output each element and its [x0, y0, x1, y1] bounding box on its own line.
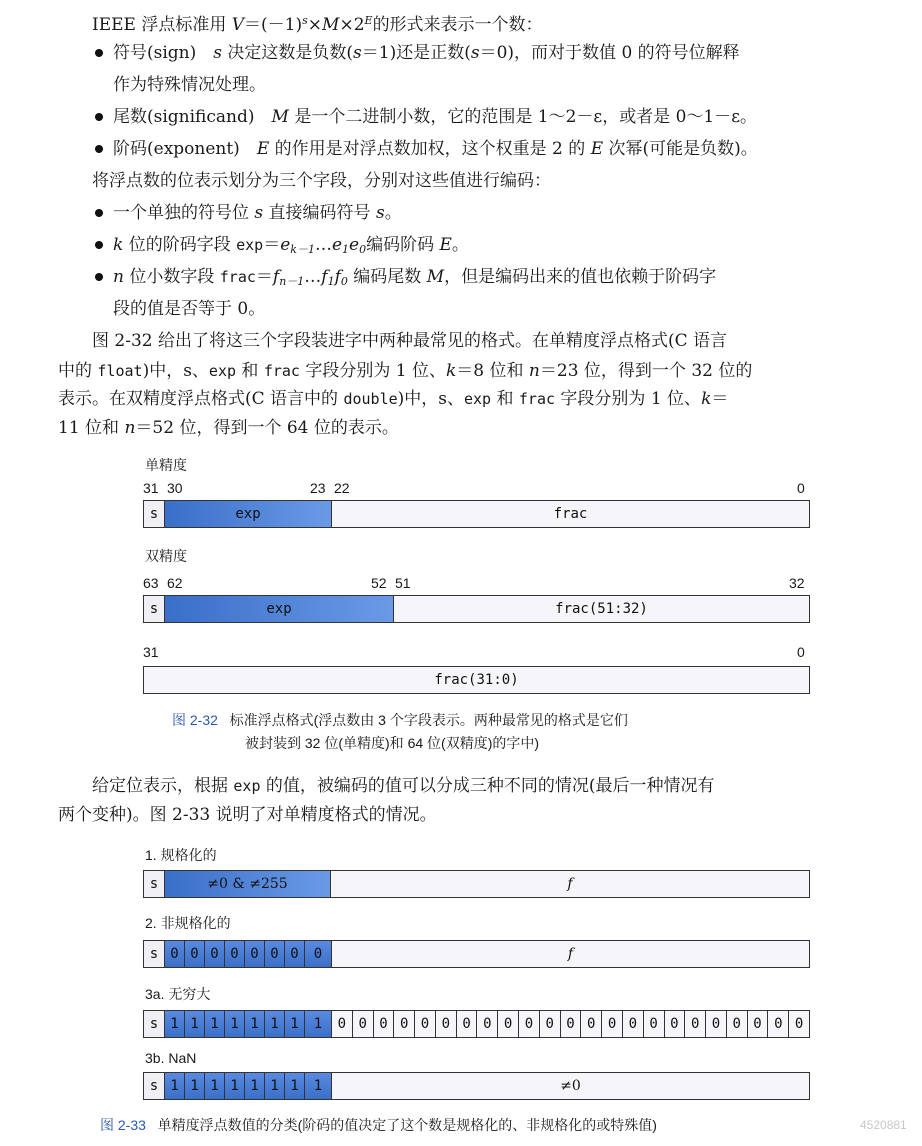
exp-bit: 1 — [165, 1073, 185, 1099]
bit-number: 22 — [334, 480, 350, 496]
frac-bit: 0 — [748, 1011, 769, 1037]
var-m: M — [426, 267, 445, 287]
var-k: k — [113, 235, 124, 255]
exp-field: exp — [165, 596, 394, 622]
sub: n－1 — [279, 275, 305, 288]
text: 直接编码符号 — [263, 203, 376, 223]
var-e: E — [590, 139, 604, 159]
var-e: e — [280, 235, 291, 255]
var-e: E — [439, 235, 452, 255]
para2-line-2: 两个变种)。图 2-33 说明了对单精度格式的情况。 — [58, 805, 437, 825]
sign-field: s — [144, 1011, 165, 1037]
text: ＝ — [711, 389, 729, 409]
exp-bit: 1 — [205, 1011, 225, 1037]
sign-field: s — [144, 501, 165, 527]
frac-field: frac(31:0) — [434, 672, 519, 688]
bullet-frac-field-cont: 段的值是否等于 0。 — [113, 299, 266, 319]
text: 和 — [491, 389, 519, 409]
exp-bit: 1 — [205, 1073, 225, 1099]
code-frac: frac — [219, 268, 256, 286]
text: ＝ — [255, 267, 273, 287]
text: 的值，被编码的值可以分成三种不同的情况(最后一种情况有 — [260, 776, 715, 796]
intro-line-2: 将浮点数的位表示划分为三个字段，分别对这些值进行编码： — [92, 171, 551, 191]
var-k: k — [701, 389, 712, 409]
text: ＝23 位，得到一个 32 位的 — [539, 361, 753, 381]
sub: 0 — [359, 243, 367, 256]
double-precision-title: 双精度 — [145, 548, 187, 564]
sub: k－1 — [290, 243, 315, 256]
infinity-title: 3a. 无穷大 — [145, 986, 211, 1002]
watermark: 4520881 — [860, 1118, 907, 1132]
bullet-sign — [113, 42, 740, 64]
text: ，但是编码出来的值也依赖于阶码字 — [444, 267, 717, 287]
frac-bit: 0 — [332, 1011, 353, 1037]
para1-line-1: 图 2-32 给出了将这三个字段装进字中两种最常见的格式。在单精度浮点格式(C 语言 — [92, 331, 728, 351]
bullet-dot — [95, 241, 103, 249]
bit-number: 52 — [371, 575, 387, 591]
exp-bit: 1 — [225, 1073, 245, 1099]
text: ＝8 位和 — [456, 361, 529, 381]
text: IEEE 浮点标准用 — [92, 15, 232, 35]
bullet-dot — [95, 49, 103, 57]
sign-field: s — [144, 596, 165, 622]
exp-bit: 0 — [285, 941, 305, 967]
caption-text: 单精度浮点数值的分类(阶码的值决定了这个数是规格化的、非规格化的或特殊值) — [157, 1117, 657, 1133]
exp-bit: 1 — [185, 1011, 205, 1037]
bullet-dot — [95, 145, 103, 153]
bullet-significand — [113, 106, 757, 128]
frac-bit: 0 — [623, 1011, 644, 1037]
bit-number: 30 — [167, 480, 183, 496]
text: 的作用是对浮点数加权，这个权重是 2 的 — [269, 139, 591, 159]
exp-bit: 0 — [205, 941, 225, 967]
frac-field: f — [567, 946, 574, 962]
text: ×2 — [339, 15, 365, 35]
frac-field: f — [567, 876, 573, 892]
intro-line-1 — [92, 10, 543, 36]
exp-bit: 1 — [245, 1011, 265, 1037]
text: 中的 — [58, 361, 98, 381]
var-f: f — [272, 267, 280, 287]
var-n: n — [528, 361, 540, 381]
code-exp: exp — [236, 236, 264, 254]
code: exp — [208, 362, 237, 380]
var-s: s — [213, 43, 222, 63]
sign-field: s — [144, 1073, 165, 1099]
sub: 1 — [342, 243, 350, 256]
frac-bit: 0 — [353, 1011, 374, 1037]
sign-field: s — [144, 941, 165, 967]
figure-2-32-caption-cont: 被封装到 32 位(单精度)和 64 位(双精度)的字中) — [245, 735, 540, 751]
figure-number: 图 2-33 — [100, 1117, 146, 1133]
exp-bit: 1 — [185, 1073, 205, 1099]
frac-bit: 0 — [685, 1011, 706, 1037]
exp-bit: 1 — [285, 1073, 305, 1099]
bullet-frac-field — [113, 266, 716, 293]
frac-bit: 0 — [519, 1011, 540, 1037]
text: 的形式来表示一个数： — [372, 15, 543, 35]
frac-bit: 0 — [477, 1011, 498, 1037]
exp-bit: 1 — [245, 1073, 265, 1099]
sup-e: E — [364, 14, 373, 27]
exp-bit: 0 — [305, 941, 331, 967]
text: 。 — [451, 235, 469, 255]
frac-bit: 0 — [436, 1011, 457, 1037]
exp-bit: 1 — [285, 1011, 305, 1037]
bit-number: 32 — [789, 575, 805, 591]
text: 一个单独的符号位 — [113, 203, 255, 223]
text: … — [304, 267, 322, 287]
text: 次幂(可能是负数)。 — [603, 139, 758, 159]
bullet-dot — [95, 209, 103, 217]
denormalized-title: 2. 非规格化的 — [145, 915, 231, 931]
text: 编码尾数 — [347, 267, 427, 287]
frac-bit: 0 — [794, 1016, 804, 1032]
normalized-bar — [143, 870, 810, 898]
text: 和 — [236, 361, 264, 381]
text: ＝(－1) — [244, 15, 303, 35]
var-m: M — [271, 107, 289, 127]
exp-bit: 1 — [305, 1073, 331, 1099]
bit-number: 31 — [143, 480, 159, 496]
var-f: f — [334, 267, 341, 287]
text: … — [314, 235, 332, 255]
text: 位小数字段 — [123, 267, 220, 287]
para2-line-1 — [92, 775, 715, 797]
exp-bit: 0 — [265, 941, 285, 967]
text: 。 — [384, 203, 402, 223]
double-precision-bar-high — [143, 595, 810, 623]
bit-number: 51 — [395, 575, 411, 591]
infinity-bar — [143, 1010, 810, 1038]
var-k: k — [445, 361, 457, 381]
single-precision-bar — [143, 500, 810, 528]
frac-bit: 0 — [602, 1011, 623, 1037]
bullet-dot — [95, 113, 103, 121]
frac-bit: 0 — [768, 1011, 789, 1037]
exp-field — [165, 941, 332, 967]
bit-number: 0 — [797, 644, 805, 660]
text: 字段分别为 1 位、 — [299, 361, 446, 381]
frac-bit: 0 — [581, 1011, 602, 1037]
exp-bit: 1 — [265, 1011, 285, 1037]
text: ＝1)还是正数( — [361, 43, 471, 63]
exp-bit: 0 — [185, 941, 205, 967]
figure-2-32-caption — [172, 709, 628, 731]
single-precision-title: 单精度 — [145, 457, 187, 473]
var-m: M — [322, 15, 340, 35]
text: )中，s、 — [397, 389, 464, 409]
text: 位的阶码字段 — [123, 235, 237, 255]
frac-bit: 0 — [415, 1011, 436, 1037]
text: 是一个二进制小数，它的范围是 1～2－ε，或者是 0～1－ε。 — [288, 107, 758, 127]
code: float — [97, 362, 143, 380]
exp-bit: 0 — [165, 941, 185, 967]
var-s: s — [353, 43, 362, 63]
frac-bit: 0 — [374, 1011, 395, 1037]
exp-field: exp — [165, 501, 332, 527]
var-e: E — [256, 139, 270, 159]
var-s: s — [470, 43, 480, 63]
nan-title: 3b. NaN — [145, 1050, 197, 1066]
frac-field: frac(51:32) — [555, 601, 648, 617]
frac-field — [332, 1011, 809, 1037]
exp-bit: 1 — [305, 1011, 331, 1037]
text: 字段分别为 1 位、 — [555, 389, 702, 409]
code: double — [343, 390, 398, 408]
sign-field: s — [144, 871, 165, 897]
exp-bit: 1 — [265, 1073, 285, 1099]
frac-bit: 0 — [706, 1011, 727, 1037]
bullet-dot — [95, 273, 103, 281]
exp-field — [165, 1011, 332, 1037]
para1-line-2 — [58, 360, 752, 382]
exp-bit: 0 — [225, 941, 245, 967]
var-n: n — [113, 267, 124, 287]
frac-field: ≠0 — [560, 1078, 581, 1094]
text: 阶码(exponent) — [113, 139, 257, 159]
sup-s: s — [302, 14, 308, 27]
bullet-exp-field — [113, 234, 469, 261]
code: frac — [263, 362, 300, 380]
caption-text: 标准浮点格式(浮点数由 3 个字段表示。两种最常见的格式是它们 — [229, 712, 628, 728]
var-v: V — [231, 15, 245, 35]
frac-bit: 0 — [457, 1011, 478, 1037]
var-e: e — [349, 235, 360, 255]
text: )中，s、 — [142, 361, 209, 381]
exp-bit: 1 — [165, 1011, 185, 1037]
frac-bit: 0 — [561, 1011, 582, 1037]
bullet-exponent — [113, 138, 758, 160]
var-e: e — [331, 235, 343, 255]
bit-number: 23 — [310, 480, 326, 496]
text: 符号(sign) — [113, 43, 214, 63]
code: exp — [233, 777, 261, 795]
var-s: s — [375, 203, 385, 223]
denormalized-bar — [143, 940, 810, 968]
frac-bit: 0 — [498, 1011, 519, 1037]
var-f: f — [321, 267, 328, 287]
exp-field — [165, 1073, 332, 1099]
figure-2-33-caption — [100, 1114, 657, 1136]
figure-number: 图 2-32 — [172, 712, 218, 728]
frac-bit: 0 — [540, 1011, 561, 1037]
text: × — [307, 15, 323, 35]
var-n: n — [124, 418, 136, 438]
sub: 1 — [327, 275, 335, 288]
normalized-title: 1. 规格化的 — [145, 847, 217, 863]
para1-line-3 — [58, 388, 728, 410]
bullet-sign-cont: 作为特殊情况处理。 — [113, 75, 266, 95]
frac-bit: 0 — [394, 1011, 415, 1037]
exp-bit: 1 — [225, 1011, 245, 1037]
code: frac — [518, 390, 556, 408]
frac-bit: 0 — [644, 1011, 665, 1037]
text: 尾数(significand) — [113, 107, 272, 127]
exp-field: ≠0 & ≠255 — [165, 871, 331, 897]
text: ＝ — [263, 235, 281, 255]
exp-bit: 0 — [245, 941, 265, 967]
bit-number: 0 — [797, 480, 805, 496]
text: 给定位表示，根据 — [92, 776, 234, 796]
text: 11 位和 — [58, 418, 125, 438]
frac-bit: 0 — [665, 1011, 686, 1037]
nan-bar — [143, 1072, 810, 1100]
bit-number: 31 — [143, 644, 159, 660]
text: 决定这数是负数( — [222, 43, 354, 63]
text: ＝52 位，得到一个 64 位的表示。 — [135, 418, 399, 438]
para1-line-4 — [58, 417, 399, 439]
double-precision-bar-low — [143, 666, 810, 694]
bit-number: 62 — [167, 575, 183, 591]
text: ＝0)，而对于数值 0 的符号位解释 — [479, 43, 740, 63]
bit-number: 63 — [143, 575, 159, 591]
sub: 0 — [340, 275, 348, 288]
text: 表示。在双精度浮点格式(C 语言中的 — [58, 389, 344, 409]
text: 编码阶码 — [366, 235, 440, 255]
frac-field: frac — [553, 506, 588, 522]
frac-bit: 0 — [727, 1011, 748, 1037]
bullet-sign-bit — [113, 202, 402, 224]
code: exp — [464, 390, 492, 408]
var-s: s — [254, 203, 264, 223]
